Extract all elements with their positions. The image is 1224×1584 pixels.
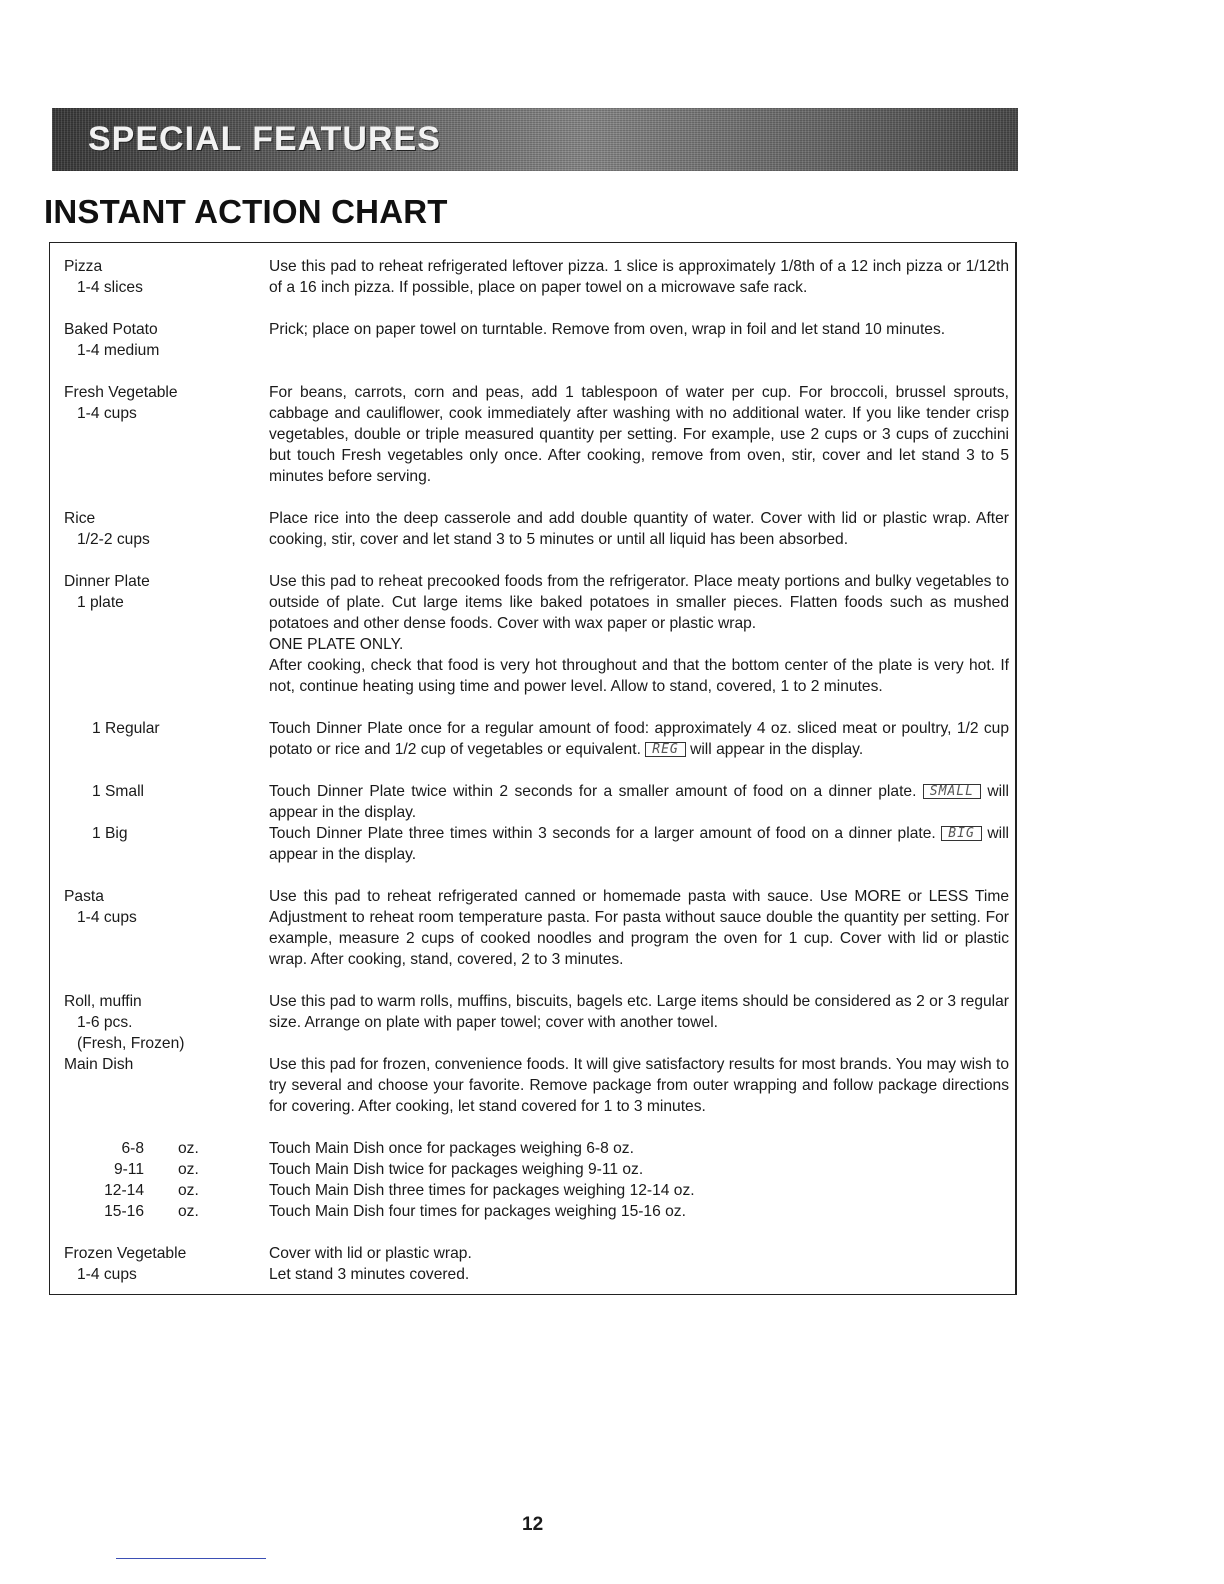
entry-baked-potato <box>64 319 1010 359</box>
weight-range: 12-14 <box>104 1182 144 1199</box>
item-description <box>269 781 1009 823</box>
description-paragraph: Use this pad to reheat precooked foods from the refrigerator. Place meaty portions and bulky vegetables to outside of plate. Cut large items like baked potatoes in smaller pieces. Flatten foods such as mushed potatoes and other dense foods. Cover with wax paper or plastic wrap. <box>269 573 1009 632</box>
item-description: Use this pad for frozen, convenience foods. It will give satisfactory results for most brands. You may wish to try several and choose your favorite. Remove package from outer wrapping and follow package directions for covering. After cooking, let stand covered for 1 to 3 minutes. <box>269 1056 1009 1115</box>
description-text: will appear in the display. <box>690 741 864 758</box>
description-text: Touch Dinner Plate three times within 3 seconds for a larger amount of food on a dinner plate. <box>269 825 936 842</box>
item-name: Dinner Plate <box>64 573 150 590</box>
item-name: Frozen Vegetable <box>64 1245 187 1262</box>
item-description <box>269 823 1009 865</box>
entry-label <box>64 1054 264 1075</box>
item-name: Baked Potato <box>64 321 158 338</box>
display-readout: REG <box>645 742 685 757</box>
item-description: Use this pad to warm rolls, muffins, biscuits, bagels etc. Large items should be considered as 2 or 3 regular size. Arrange on plate with paper towel; cover with another towel. <box>269 993 1009 1031</box>
entry-main-dish <box>64 1054 1010 1117</box>
item-quantity: 1-4 medium <box>77 342 160 359</box>
weight-unit: oz. <box>178 1140 199 1157</box>
item-name: Roll, muffin <box>64 993 142 1010</box>
entry-big <box>92 823 1010 865</box>
item-name: Fresh Vegetable <box>64 384 178 401</box>
display-readout: SMALL <box>923 784 981 799</box>
banner-title: SPECIAL FEATURES <box>88 120 441 158</box>
row-instruction: Touch Main Dish four times for packages weighing 15-16 oz. <box>269 1203 686 1220</box>
entry-fresh-vegetable <box>64 382 1010 487</box>
entry-pizza <box>64 256 1010 298</box>
description-paragraph: Let stand 3 minutes covered. <box>269 1266 470 1283</box>
item-description: Use this pad to reheat refrigerated leftover pizza. 1 slice is approximately 1/8th of a 12 inch pizza or 1/12th of a 16 inch pizza. If possible, place on paper towel on a microwave safe rack. <box>269 258 1009 296</box>
description-text: will appear in the display. <box>269 783 1009 821</box>
weight-unit: oz. <box>178 1161 199 1178</box>
item-name: Pizza <box>64 258 103 275</box>
entry-label <box>64 256 264 298</box>
description-note: ONE PLATE ONLY. <box>269 636 404 653</box>
weight-unit: oz. <box>178 1182 199 1199</box>
item-variant: (Fresh, Frozen) <box>77 1035 185 1052</box>
weight-unit: oz. <box>178 1203 199 1220</box>
entry-label <box>64 1243 264 1285</box>
item-description <box>269 718 1009 760</box>
item-quantity: 1/2-2 cups <box>77 531 150 548</box>
entry-frozen-vegetable <box>64 1243 1010 1285</box>
size-label: 1 Big <box>92 825 128 842</box>
entry-label <box>64 508 264 550</box>
item-quantity: 1 plate <box>77 594 124 611</box>
footer-rule <box>116 1558 266 1559</box>
item-description <box>269 1243 1009 1285</box>
weight-range: 6-8 <box>121 1140 144 1157</box>
row-instruction: Touch Main Dish three times for packages weighing 12-14 oz. <box>269 1182 695 1199</box>
section-banner <box>52 108 1018 171</box>
weight-range: 15-16 <box>104 1203 144 1220</box>
chart-title: INSTANT ACTION CHART <box>44 193 448 230</box>
entry-roll-muffin <box>64 991 1010 1052</box>
entry-small <box>92 781 1010 823</box>
item-name: Main Dish <box>64 1056 134 1073</box>
size-label: 1 Small <box>92 783 144 800</box>
item-quantity: 1-4 cups <box>77 1266 137 1283</box>
item-description: For beans, carrots, corn and peas, add 1 tablespoon of water per cup. For broccoli, brussel sprouts, cabbage and cauliflower, cook immediately after washing with no additional water. If you like tender crisp vegetables, double or triple measured quantity per setting. For example, use 2 cups or 3 cups of zucchini but touch Fresh vegetables only once. After cooking, remove from oven, stir, cover and let stand 3 to 5 minutes before serving. <box>269 384 1009 485</box>
item-quantity: 1-4 cups <box>77 909 137 926</box>
page-number: 12 <box>522 1514 544 1535</box>
size-label: 1 Regular <box>92 720 160 737</box>
row-instruction: Touch Main Dish twice for packages weighing 9-11 oz. <box>269 1161 644 1178</box>
item-description: Prick; place on paper towel on turntable. Remove from oven, wrap in foil and let stand 10 minutes. <box>269 321 946 338</box>
item-description <box>269 571 1009 697</box>
description-paragraph: After cooking, check that food is very hot throughout and that the bottom center of the plate is very hot. If not, continue heating using time and power level. Allow to stand, covered, 1 to 2 minutes. <box>269 657 1009 695</box>
display-readout: BIG <box>941 826 981 841</box>
entry-pasta <box>64 886 1010 970</box>
item-quantity: 1-6 pcs. <box>77 1014 133 1031</box>
item-name: Rice <box>64 510 96 527</box>
description-text: will appear in the display. <box>269 825 1010 863</box>
item-quantity: 1-4 cups <box>77 405 137 422</box>
item-description: Use this pad to reheat refrigerated canned or homemade pasta with sauce. Use MORE or LESS Time Adjustment to reheat room temperature pasta. For pasta without sauce double the quantity per setting. For example, measure 2 cups of cooked noodles and program the oven for 1 cup. Cover with lid or plastic wrap. After cooking, stand, covered, 2 to 3 minutes. <box>269 888 1009 968</box>
description-text: Touch Dinner Plate twice within 2 seconds for a smaller amount of food on a dinner plate. <box>269 783 917 800</box>
item-quantity: 1-4 slices <box>77 279 143 296</box>
weight-range: 9-11 <box>113 1161 144 1178</box>
entry-dinner-plate <box>64 571 1010 697</box>
row-instruction: Touch Main Dish once for packages weighing 6-8 oz. <box>269 1140 634 1157</box>
item-name: Pasta <box>64 888 104 905</box>
item-description: Place rice into the deep casserole and add double quantity of water. Cover with lid or plastic wrap. After cooking, stir, cover and let stand 3 to 5 minutes or until all liquid has been absorbed. <box>269 510 1009 548</box>
description-text: Touch Dinner Plate once for a regular amount of food: approximately 4 oz. sliced meat or poultry, 1/2 cup potato or rice and 1/2 cup of vegetables or equivalent. <box>269 720 1009 758</box>
entry-label <box>64 991 264 1054</box>
entry-rice <box>64 508 1010 550</box>
description-paragraph: Cover with lid or plastic wrap. <box>269 1245 472 1262</box>
entry-label <box>64 382 264 424</box>
entry-label <box>64 319 264 361</box>
entry-regular <box>92 718 1010 760</box>
entry-label <box>64 571 264 613</box>
entry-label <box>64 886 264 928</box>
